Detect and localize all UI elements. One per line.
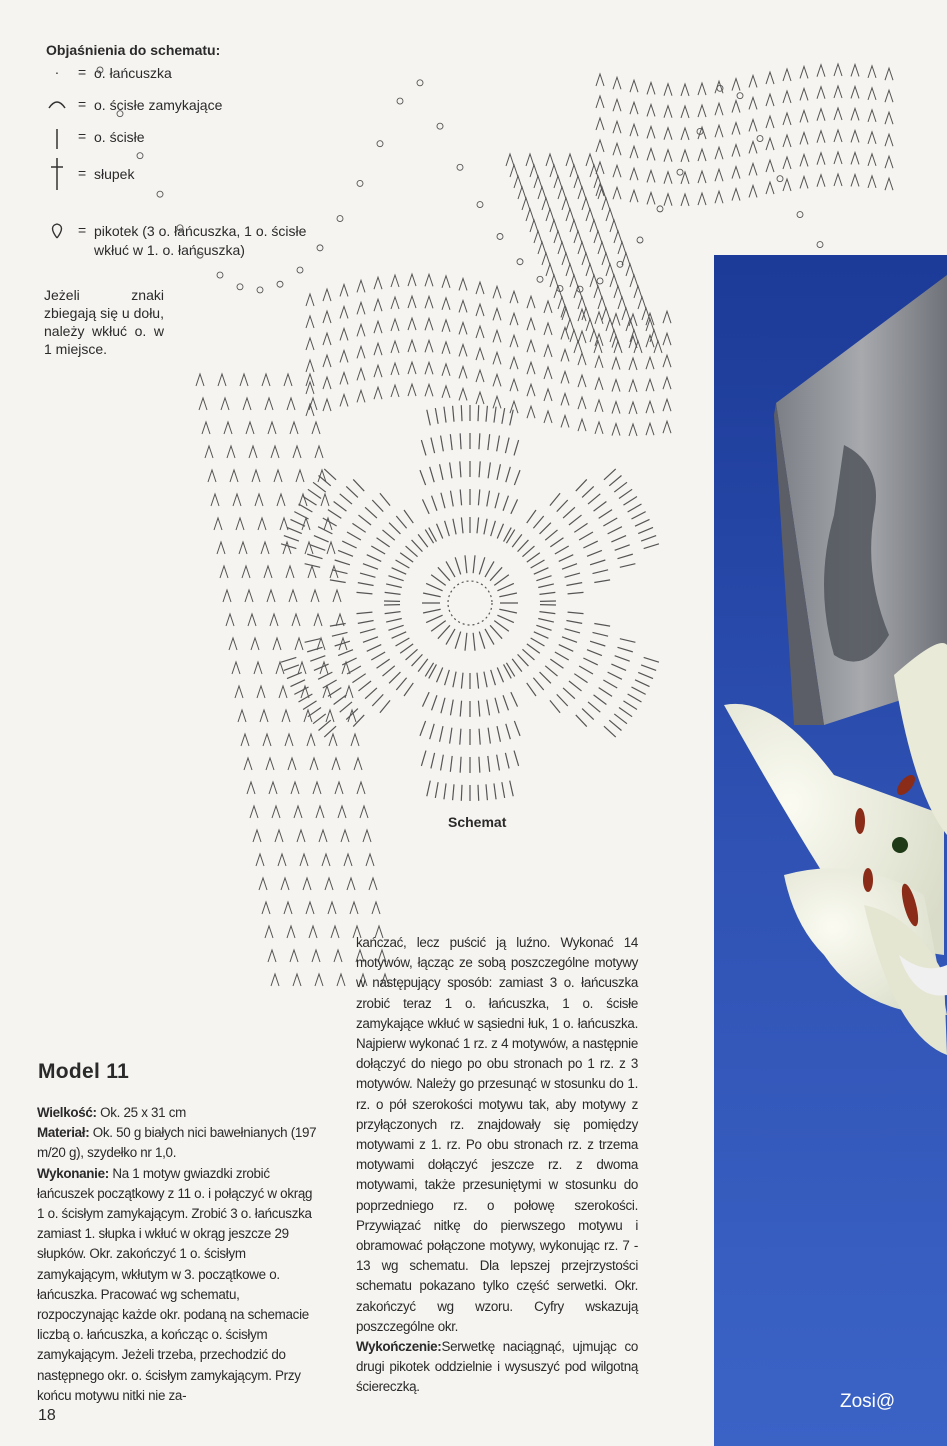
finish-label: Wykończenie: bbox=[356, 1339, 442, 1355]
finish-text: Serwetkę naciągnąć, ujmując co drugi pikotek oddzielnie i wysuszyć pod wilgotną ściereczką. bbox=[356, 1339, 638, 1395]
material-text: Ok. 50 g białych nici bawełnianych (197 m/20 g), szydełko nr 1,0. bbox=[37, 1125, 317, 1161]
material-label: Materiał: bbox=[37, 1125, 90, 1141]
execution-label: Wykonanie: bbox=[37, 1165, 109, 1181]
lily-photo bbox=[714, 255, 947, 1446]
size-label: Wielkość: bbox=[37, 1105, 97, 1120]
instructions-left-column bbox=[37, 1103, 320, 1406]
continuation-text: kańczać, lecz puścić ją luźno. Wykonać 14 motywów, łącząc ze sobą poszczególne motywy w następujący sposób: zamiast 3 o. łańcuszka zrobić teraz 1 o. łańcuszka, 1 o. ścisłe zamykające wkłuć w sąsiedni łuk, 1 o. łańcuszka. Najpierw wykonać 1 rz. z 4 motywów, a następnie dołączyć do niego po obu stronach po 1 rz. z 3 motywów. Należy go przesunąć w stosunku do 1. rz. o pół szerokości motywu tak, aby motywy z przyłączonych rz. znajdowały się pomiędzy motywami z 1. rz. Po obu stronach rz. z trzema motywami dołączyć jeszcze rz. z dwoma motywami, także przesuniętymi w stosunku do poprzedniego rz. o połowę szerokości. Przywiązać nitkę do pierwszego motywu i obramować połączone motywy, wykonując rz. 7 - 13 wg schematu. Dla lepszej przejrzystości schematu pokazano tylko część serwetki. Okr. zakończyć wg wzoru. Cyfry wskazują poszczególne okr. bbox=[356, 935, 638, 1334]
legend-title: Objaśnienia do schematu: bbox=[46, 42, 221, 58]
page-number: 18 bbox=[38, 1407, 56, 1424]
watermark: Zosi@ bbox=[840, 1391, 896, 1412]
size-text: Ok. 25 x 31 cm bbox=[96, 1105, 186, 1120]
instructions-right-column bbox=[356, 933, 638, 1398]
legend-rows: · = o. łańcuszka = o. ścisłe zamykające = o. ścisłe = słupek = pikotek (3 o. łańcuszka, 1 o. ścisłe wkłuć w 1. o. łańcuszka) bbox=[46, 0, 346, 270]
chain-dot-icon: · bbox=[54, 64, 60, 80]
model-title: Model 11 bbox=[38, 1060, 130, 1083]
diagram-note: Jeżeli znaki zbiegają się u dołu, należy wkłuć o. w 1 miejsce. bbox=[44, 287, 164, 357]
diagram-label: Schemat bbox=[448, 814, 507, 830]
execution-text: Na 1 motyw gwiazdki zrobić łańcuszek początkowy z 11 o. i połączyć w okrąg 1 o. ścisłym zamykającym. Zrobić 3 o. łańcuszka zamiast 1. słupka i wkłuć w okrąg jeszcze 29 słupków. Okr. zakończyć 1 o. ścisłym zamykającym, wkłutym w 3. początkowe o. łańcuszka. Pracować wg schematu, rozpoczynając każde okr. podaną na schemacie liczbą o. łańcuszka, a kończąc o. ścisłym zamykającym. Jeżeli trzeba, przechodzić do następnego okr. o. ścisłym zamykającym. Przy końcu motywu nitki nie za- bbox=[37, 1165, 313, 1403]
